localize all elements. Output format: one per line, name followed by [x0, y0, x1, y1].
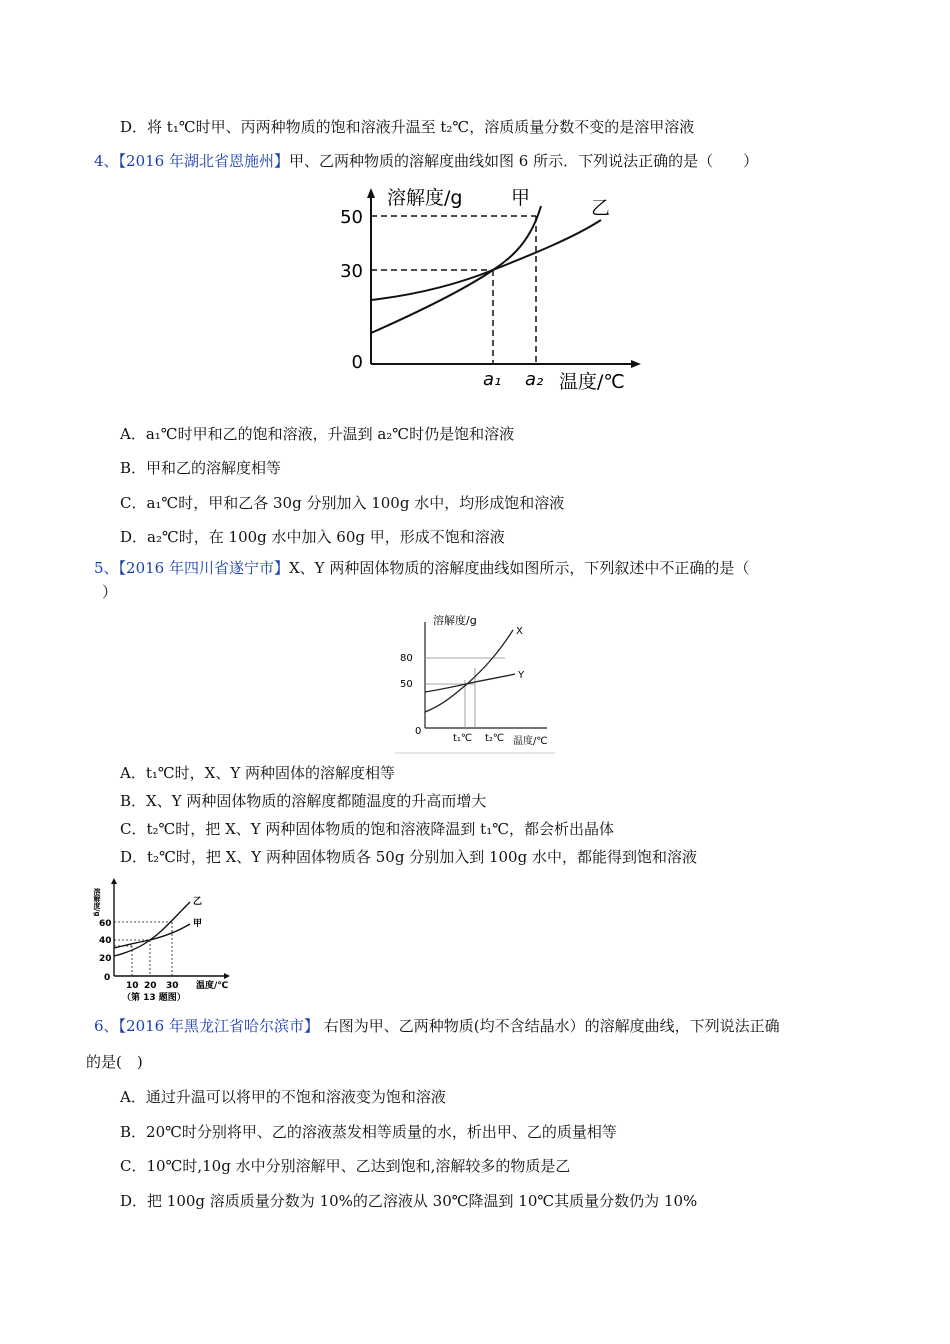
- q6-xtick-20: 20: [144, 981, 157, 991]
- q4-figure: [333, 182, 653, 392]
- q5-curve-x: [425, 630, 513, 712]
- q6-ytick-60: 60: [99, 919, 112, 929]
- q6-series-jia: 甲: [193, 919, 203, 929]
- q6-xtick-10: 10: [126, 981, 139, 991]
- q6-xlabel: 温度/℃: [196, 981, 229, 991]
- q4-ylabel: 溶解度/g: [387, 187, 463, 209]
- q5-series-x: X: [516, 626, 523, 637]
- q4-series-yi: 乙: [591, 197, 611, 219]
- q6-ytick-40: 40: [99, 936, 112, 946]
- q6-source: 【2016 年黑龙江省哈尔滨市】: [118, 1017, 319, 1035]
- q5-option-c: C．t₂℃时，把 X、Y 两种固体物质的饱和溶液降温到 t₁℃，都会析出晶体: [120, 820, 615, 838]
- q6-option-a: A．通过升温可以将甲的不饱和溶液变为饱和溶液: [120, 1088, 446, 1106]
- q6-ytick-20: 20: [99, 954, 112, 964]
- q4-option-b: B．甲和乙的溶解度相等: [120, 459, 282, 477]
- q4-xtick-a2: a₂: [525, 369, 544, 390]
- q5-stem: [94, 558, 749, 578]
- q6-ytick-0: 0: [104, 973, 111, 983]
- q5-number: 5、: [94, 559, 119, 577]
- q5-curve-y: [425, 674, 515, 692]
- q5-source: 【2016 年四川省遂宁市】: [118, 559, 289, 577]
- q4-ytick-50: 50: [340, 207, 363, 228]
- q4-number: 4、: [94, 152, 119, 170]
- q4-stem: [94, 151, 758, 171]
- q4-ytick-30: 30: [340, 261, 363, 282]
- q6-option-d: D．把 100g 溶质质量分数为 10%的乙溶液从 30℃降温到 10℃其质量分数仍为 10%: [120, 1192, 698, 1210]
- q4-y-arrow: [367, 188, 375, 198]
- q6-ylabel: 溶解度/g: [93, 888, 101, 917]
- q6-option-b: B．20℃时分别将甲、乙的溶液蒸发相等质量的水，析出甲、乙的质量相等: [120, 1123, 617, 1141]
- q6-option-c: C．10℃时,10g 水中分别溶解甲、乙达到饱和,溶解较多的物质是乙: [120, 1157, 571, 1175]
- q4-xtick-a1: a₁: [483, 369, 502, 390]
- q4-xlabel: 温度/℃: [559, 371, 625, 393]
- q6-stem-text: 右图为甲、乙两种物质(均不含结晶水）的溶解度曲线，下列说法正确: [319, 1017, 780, 1035]
- q5-ytick-50: 50: [400, 679, 413, 690]
- q6-curve-jia: [114, 924, 190, 948]
- q5-stem-text: X、Y 两种固体物质的溶解度曲线如图所示，下列叙述中不正确的是（: [289, 559, 750, 577]
- q5-xlabel: 温度/℃: [513, 736, 548, 747]
- q6-stem: [94, 1016, 780, 1036]
- q4-option-c: C．a₁℃时，甲和乙各 30g 分别加入 100g 水中，均形成饱和溶液: [120, 494, 565, 512]
- q5-ylabel: 溶解度/g: [433, 614, 477, 627]
- q4-series-jia: 甲: [511, 187, 531, 209]
- q5-xtick-t1: t₁℃: [453, 733, 473, 744]
- q5-ytick-0: 0: [415, 726, 422, 737]
- q6-caption: （第 13 题图）: [122, 993, 186, 1003]
- q5-series-y: Y: [518, 670, 525, 681]
- q4-source: 【2016 年湖北省恩施州】: [118, 152, 289, 170]
- q6-xtick-30: 30: [166, 981, 179, 991]
- q6-number: 6、: [94, 1017, 119, 1035]
- q6-series-yi: 乙: [193, 897, 203, 907]
- q5-option-b: B．X、Y 两种固体物质的溶解度都随温度的升高而增大: [120, 792, 487, 810]
- q4-option-a: A．a₁℃时甲和乙的饱和溶液，升温到 a₂℃时仍是饱和溶液: [120, 425, 515, 443]
- q5-stem-cont: ）: [102, 583, 118, 601]
- q4-option-d: D．a₂℃时，在 100g 水中加入 60g 甲，形成不饱和溶液: [120, 528, 505, 546]
- q5-option-d: D．t₂℃时，把 X、Y 两种固体物质各 50g 分别加入到 100g 水中，都能得到饱和溶液: [120, 848, 697, 866]
- q4-x-arrow: [631, 360, 641, 368]
- q5-ytick-80: 80: [400, 653, 413, 664]
- q6-stem-cont: 的是( ): [86, 1053, 143, 1071]
- q6-curve-yi: [114, 902, 190, 956]
- q4-curve-yi: [371, 220, 601, 300]
- q4-stem-text: 甲、乙两种物质的溶解度曲线如图 6 所示．下列说法正确的是（ ）: [289, 152, 759, 170]
- q5-figure: [395, 608, 555, 754]
- q3-option-d: D．将 t₁℃时甲、丙两种物质的饱和溶液升温至 t₂℃，溶质质量分数不变的是溶甲溶液: [120, 118, 695, 136]
- q6-figure: [93, 876, 246, 1004]
- q4-ytick-0: 0: [351, 352, 363, 373]
- q5-option-a: A．t₁℃时，X、Y 两种固体的溶解度相等: [120, 764, 396, 782]
- q5-xtick-t2: t₂℃: [485, 733, 505, 744]
